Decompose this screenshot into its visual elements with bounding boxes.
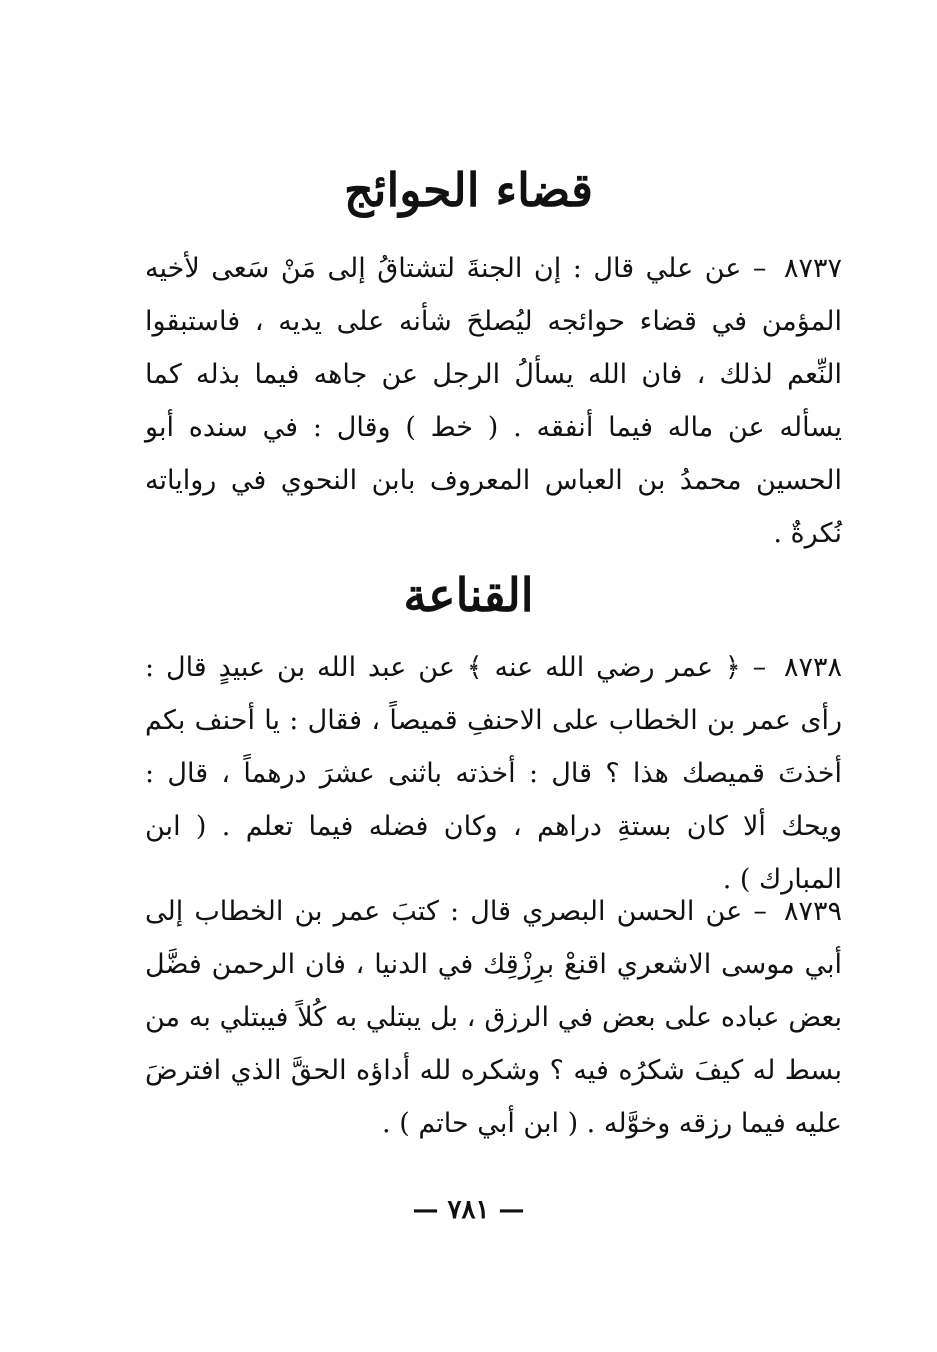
entry-text: – ﴿ عمر رضي الله عنه ﴾ عن عبد الله بن عبيدٍ قال : رأى عمر بن الخطاب على الاحنفِ قميصاً ، فقال : يا أحنف بكم أخذتَ قميصك هذا ؟ قال : أخذته باثنى عشرَ درهماً ، قال : ويحك ألا كان بستةِ دراهم ، وكان فضله فيما تعلم . ( ابن المبارك ) . xyxy=(145,652,842,895)
entry-8737 xyxy=(145,242,842,560)
entry-text: – عن علي قال : إن الجنةَ لتشتاقُ إلى مَنْ سَعى لأخيه المؤمن في قضاء حوائجه ليُصلحَ شأنه على يديه ، فاستبقوا النِّعم لذلك ، فان الله يسألُ الرجل عن جاهه فيما بذله كما يسأله عن ماله فيما أنفقه . ( خط ) وقال : في سنده أبو الحسين محمدُ بن العباس المعروف بابن النحوي في رواياته نُكرةٌ . xyxy=(145,253,842,549)
entry-8738 xyxy=(145,641,842,906)
section-heading-needs: قضاء الحوائج xyxy=(343,163,594,217)
entry-number: ٨٧٣٧ xyxy=(783,253,842,284)
section-heading-contentment: القناعة xyxy=(403,568,534,622)
entry-number: ٨٧٣٩ xyxy=(783,896,842,927)
page-number: — ٧٨١ — xyxy=(412,1195,525,1225)
entry-8739 xyxy=(145,885,842,1150)
entry-number: ٨٧٣٨ xyxy=(783,652,842,683)
entry-text: – عن الحسن البصري قال : كتبَ عمر بن الخطاب إلى أبي موسى الاشعري اقنعْ برِزْقِك في الدنيا ، فان الرحمن فضَّل بعض عباده على بعض في الرزق ، بل يبتلي به كُلاً فيبتلي به من بسط له كيفَ شكرُه فيه ؟ وشكره لله أداؤه الحقَّ الذي افترضَ عليه فيما رزقه وخوَّله . ( ابن أبي حاتم ) . xyxy=(145,896,842,1139)
